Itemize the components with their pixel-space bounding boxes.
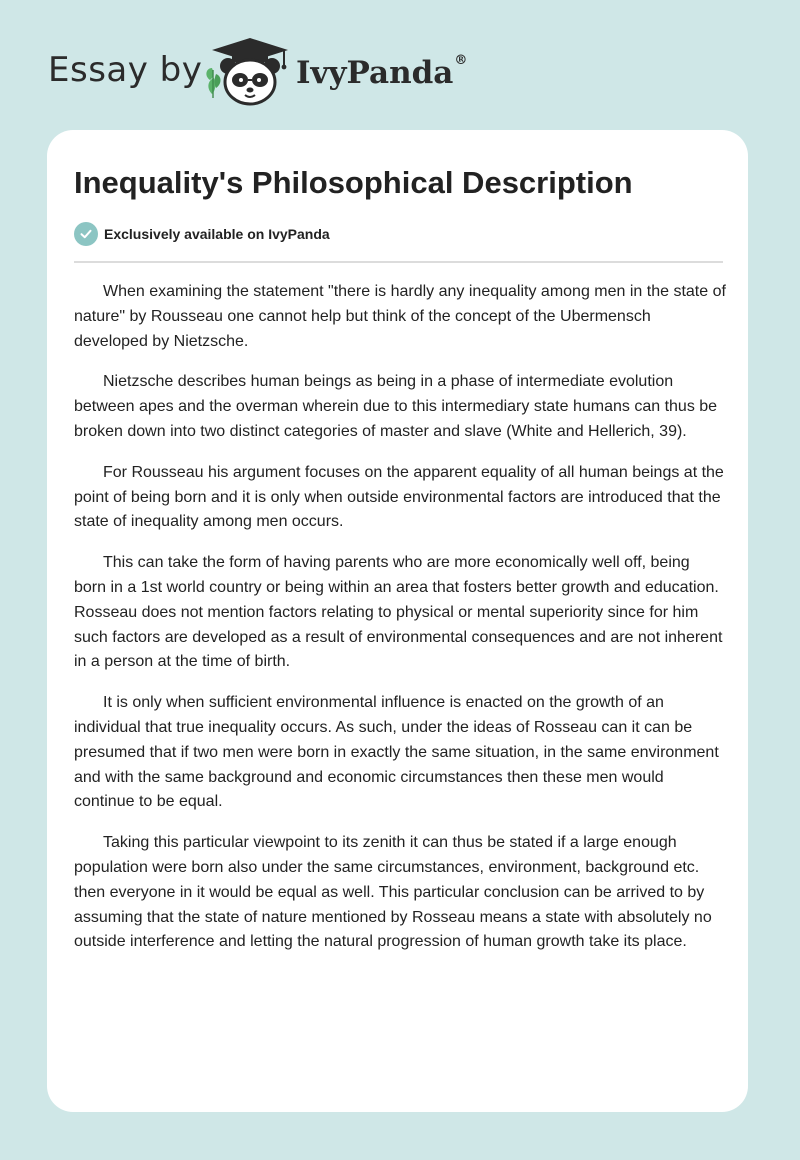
panda-logo-icon[interactable] [202, 36, 292, 108]
paragraph: For Rousseau his argument focuses on the apparent equality of all human beings at the point of being born and it is only when outside environmental factors are introduced that the state of inequality among men occurs. [74, 463, 724, 531]
paragraph: Nietzsche describes human beings as being in a phase of intermediate evolution between apes and the overman wherein due to this intermediary state humans can thus be broken down into two distinct categories of master and slave (White and Hellerich, 39). [74, 373, 718, 440]
checkmark-icon [74, 222, 98, 246]
paragraph: When examining the statement "there is hardly any inequality among men in the state of nature" by Rousseau one cannot help but think of the concept of the Ubermensch developed by Nietzsche. [74, 283, 726, 350]
essay-by-label: Essay by [48, 50, 203, 90]
exclusive-badge [74, 222, 330, 246]
exclusive-badge-label: Exclusively available on IvyPanda [104, 226, 330, 242]
essay-card [47, 130, 748, 1112]
registered-mark: ® [454, 53, 468, 68]
ivy-leaf-icon [206, 68, 220, 98]
paragraph: It is only when sufficient environmental influence is enacted on the growth of an individual that true inequality occurs. As such, under the ideas of Rosseau can it can be presumed that if two men were born in exactly the same situation, in the same environment and with the same background and economic circumstances then these men would continue to be equal. [74, 694, 719, 811]
paragraph: This can take the form of having parents who are more economically well off, being born in a 1st world country or being within an area that fosters better growth and education. Rosseau does not mention factors relating to physical or mental superiority since for him such factors are developed as a result of environmental consequences and are not inherent in a person at the time of birth. [74, 554, 723, 671]
page-title: Inequality's Philosophical Description [74, 165, 633, 200]
brand-text: IvyPanda [296, 55, 454, 91]
paragraph: Taking this particular viewpoint to its zenith it can thus be stated if a large enough population were born also under the same circumstances, environment, background etc. then everyone in it would be equal as well. This particular conclusion can be arrived to by assuming that the state of nature mentioned by Rosseau means a state with absolutely no outside interference and letting the natural progression of human growth take its place. [74, 834, 712, 951]
brand-name[interactable] [296, 55, 467, 91]
essay-body [74, 280, 726, 971]
title-divider [74, 261, 723, 263]
panda-graduation-cap-icon [202, 36, 292, 108]
site-header [0, 0, 800, 130]
